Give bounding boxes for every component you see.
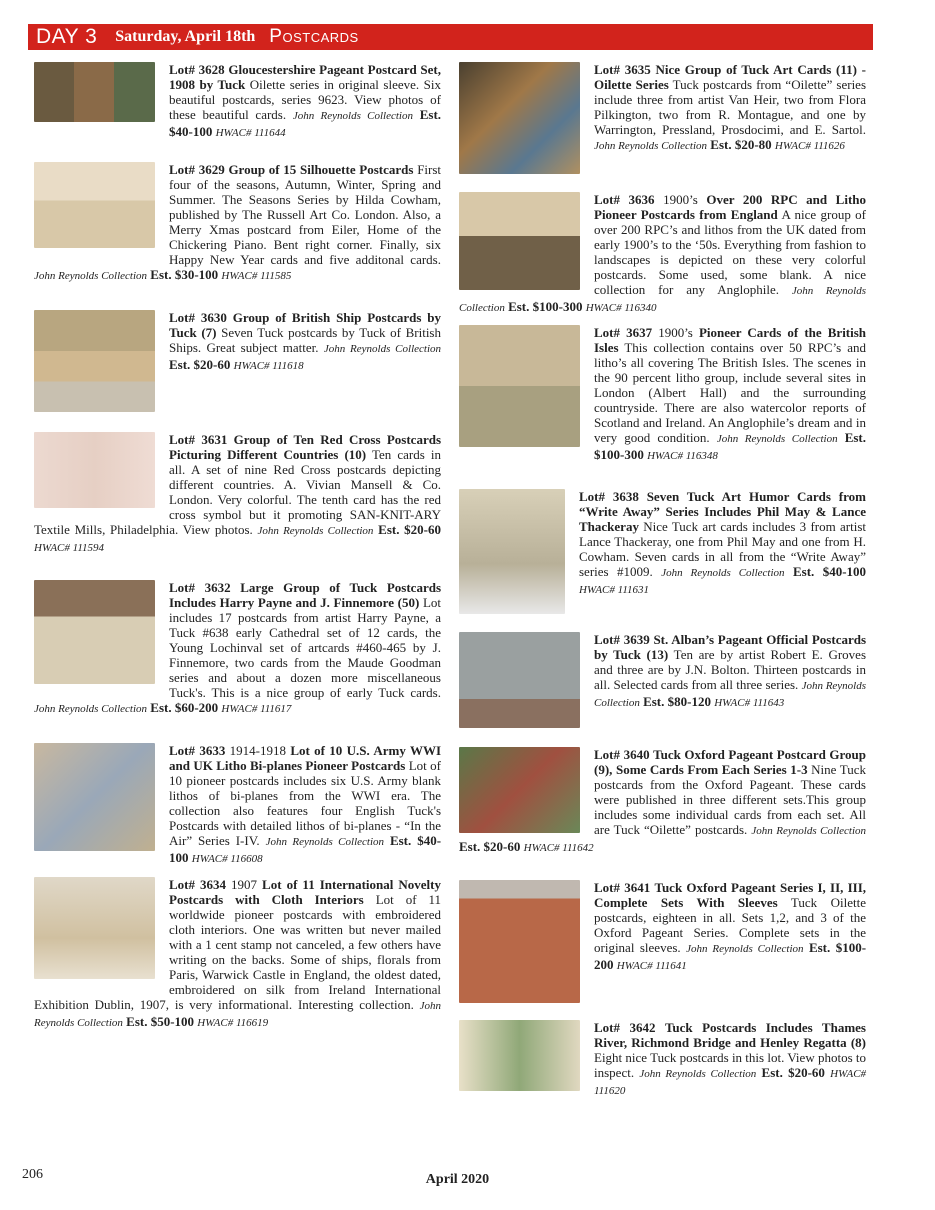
lot-number: Lot# 3632 — [169, 580, 231, 595]
lot-hwac-number: HWAC# 111631 — [579, 584, 650, 596]
lot-hwac-number: HWAC# 111620 — [594, 1068, 867, 1097]
lot-description: Oilette series in original sleeve. Six beautiful postcards, series 9623. View photos of these beautiful cards. — [169, 77, 442, 122]
lot-description: First four of the seasons, Autumn, Winter, Spring and Summer. The Seasons Series by Hilda Cowham, published by The Russell Art Co. London. Also, a Merry Xmas postcard from Eiler, Home of the Chickering Piano. Bent right corner. Finally, six Happy New Year cards and five additonal cards. — [169, 162, 442, 267]
lot-title: Group of 15 Silhouette Postcards — [228, 162, 414, 177]
lot-estimate: Est. $60-200 — [150, 700, 219, 715]
lot-entry — [34, 62, 441, 141]
lot-description: Lot of 10 pioneer postcards includes six U.S. Army blank lithos of bi-planes from the WWI era. The collection also features four English Tuck's Postcards with detailed lithos of bi-planes - “In the Air” Series I-IV. — [169, 758, 441, 848]
lot-title: Tuck Oxford Pageant Postcard Group (9), Some Cards From Each Series 1-3 — [594, 747, 866, 777]
lot-description: Seven Tuck postcards by Tuck of British Ships. Great subject matter. — [169, 325, 441, 355]
lot-description: Ten cards in all. A set of nine Red Cross postcards depicting different countries. A. Vivian Mansell & Co. London. Very colorful. The tenth card has the red cross symbol but it promoting SAN-KNIT-ARY Textile Mills, Philadelphia. View photos. — [34, 447, 441, 537]
lot-estimate: Est. $40-100 — [792, 564, 867, 579]
lot-title: Lot of 11 International Novelty Postcards with Cloth Interiors — [169, 877, 441, 907]
lot-date: 1900’s — [663, 192, 698, 207]
lot-hwac-number: HWAC# 111618 — [233, 360, 304, 372]
lot-photo[interactable] — [34, 580, 155, 684]
lot-collection: John Reynolds Collection — [594, 140, 708, 152]
page-number: 206 — [22, 1167, 43, 1182]
lot-description: Lot of 11 worldwide pioneer postcards with embroidered cloth interiors. One was written but never mailed with a 1 cent stamp not canceled, a few others have writing on the backs. Some of ships, florals from Paris, Warwick Castle in England, the oldest dated, embroidered on silk from Ireland International Exhibition Dublin, 1907, is very informational. Interesting collection. — [34, 892, 441, 1012]
lot-collection: John Reynolds Collection — [257, 525, 374, 537]
lot-hwac-number: HWAC# 111585 — [221, 270, 292, 282]
lot-title: Pioneer Cards of the British Isles — [594, 325, 867, 355]
lot-title: Group of Ten Red Cross Postcards Picturing Different Countries (10) — [169, 432, 442, 462]
lot-number: Lot# 3630 — [169, 310, 227, 325]
lot-date: 1900’s — [658, 325, 693, 340]
lot-photo[interactable] — [459, 880, 580, 1003]
lot-collection: John Reynolds Collection — [686, 943, 804, 955]
lot-photo[interactable] — [34, 743, 155, 851]
lot-title: Nice Group of Tuck Art Cards (11) - Oilette Series — [594, 62, 867, 92]
lot-number: Lot# 3635 — [594, 62, 651, 77]
lot-number: Lot# 3637 — [594, 325, 653, 340]
lot-estimate: Est. $30-100 — [150, 267, 219, 282]
lot-collection: John Reynolds Collection — [34, 703, 148, 715]
lot-description: This collection contains over 50 RPC’s and litho’s all covering The British Isles. The scenes in the 90 percent litho group, include several sites in London (Albert Hall) and the surrounding countryside. There are also watercolor reports of Scotland and Ireland. An Anglophile’s dream and in very good condition. — [594, 340, 866, 445]
lot-description: Nice Tuck art cards includes 3 from artist Lance Thackeray, one from Phil May and one from H. Cowham. Seven cards in all from the “Write Away” series #1009. — [579, 519, 866, 579]
lot-collection: John Reynolds Collection — [292, 110, 413, 122]
lot-collection: John Reynolds Collection — [459, 285, 867, 314]
lot-collection: John Reynolds Collection — [323, 343, 441, 355]
lot-photo[interactable] — [34, 62, 155, 122]
lot-title: Over 200 RPC and Litho Pioneer Postcards from England — [594, 192, 867, 222]
lot-title: Gloucestershire Pageant Postcard Set, 1908 by Tuck — [169, 62, 442, 92]
lot-entry — [459, 880, 866, 1009]
lot-number: Lot# 3642 — [594, 1020, 656, 1035]
lot-entry — [34, 432, 441, 556]
issue-date: April 2020 — [425, 1172, 490, 1187]
day-label: DAY 3 — [36, 25, 98, 48]
lot-description: Eight nice Tuck postcards in this lot. View photos to inspect. — [594, 1050, 866, 1080]
lot-estimate: Est. $80-120 — [643, 694, 711, 709]
lot-hwac-number: HWAC# 111641 — [616, 960, 687, 972]
lot-description: A nice group of over 200 RPC’s and lithos from the UK dated from early 1900’s to the ‘50s. Everything from fashion to landscapes is depicted on these very colorful postcards. Some used, some blank. A nice collection for any Anglophile. — [594, 207, 867, 297]
lot-entry — [459, 1020, 866, 1099]
lot-hwac-number: HWAC# 116619 — [197, 1017, 269, 1029]
lot-hwac-number: HWAC# 111594 — [34, 542, 105, 554]
lot-title: Tuck Postcards Includes Thames River, Richmond Bridge and Henley Regatta (8) — [594, 1020, 866, 1050]
lot-number: Lot# 3633 — [169, 743, 226, 758]
lot-number: Lot# 3628 — [169, 62, 225, 77]
section-banner — [28, 24, 873, 50]
lot-hwac-number: HWAC# 116340 — [585, 302, 657, 314]
lot-estimate: Est. $20-60 — [761, 1065, 825, 1080]
lot-description: Lot includes 17 postcards from artist Harry Payne, a Tuck #638 early Cathedral set of 12 cards, the Young Lochinval set of artcards #460-465 by J. Finnemore, two cards from the Maude Goodman series and about a dozen more miscellaneous Tuck's. This is a nice group of early Tuck cards. — [169, 595, 441, 700]
lot-collection: John Reynolds Collection — [639, 1068, 757, 1080]
lot-estimate: Est. $100-200 — [594, 940, 867, 972]
lot-collection: John Reynolds Collection — [661, 567, 785, 579]
lot-title: Group of British Ship Postcards by Tuck (7) — [169, 310, 442, 340]
lot-collection: John Reynolds Collection — [34, 1000, 441, 1029]
lot-title: St. Alban’s Pageant Official Postcards by Tuck (13) — [594, 632, 867, 662]
lot-estimate: Est. $100-300 — [508, 299, 583, 314]
lot-number: Lot# 3638 — [579, 489, 639, 504]
lot-entry — [34, 310, 441, 418]
lot-hwac-number: HWAC# 111626 — [774, 140, 845, 152]
lot-hwac-number: HWAC# 111617 — [221, 703, 292, 715]
lot-entry — [459, 325, 866, 464]
lot-estimate: Est. $40-100 — [169, 107, 442, 139]
lot-photo[interactable] — [459, 632, 580, 728]
lot-photo[interactable] — [459, 489, 565, 614]
lot-collection: John Reynolds Collection — [751, 825, 867, 837]
lot-number: Lot# 3631 — [169, 432, 228, 447]
lot-hwac-number: HWAC# 111644 — [215, 127, 286, 139]
lot-collection: John Reynolds Collection — [594, 680, 867, 709]
lot-photo[interactable] — [459, 62, 580, 174]
lot-hwac-number: HWAC# 116608 — [191, 853, 263, 865]
lot-number: Lot# 3634 — [169, 877, 227, 892]
lot-hwac-number: HWAC# 111642 — [523, 842, 594, 854]
lot-number: Lot# 3641 — [594, 880, 651, 895]
lot-estimate: Est. $20-60 — [169, 357, 231, 372]
lot-entry — [459, 192, 866, 316]
lot-entry — [34, 162, 441, 284]
date-label: Saturday, April 18th — [115, 28, 256, 45]
lot-photo[interactable] — [34, 432, 155, 508]
lot-photo[interactable] — [459, 747, 580, 833]
lot-hwac-number: HWAC# 116348 — [647, 450, 718, 462]
lot-description: Ten are by artist Robert E. Groves and three are by J.N. Bolton. Thirteen postcards in all. Selected cards from all three series. — [594, 647, 866, 692]
lot-photo[interactable] — [34, 877, 155, 979]
lot-number: Lot# 3629 — [169, 162, 225, 177]
section-title: Postcards — [269, 26, 359, 47]
lot-photo[interactable] — [459, 1020, 580, 1091]
lot-entry — [459, 489, 866, 620]
lot-entry — [459, 632, 866, 734]
lot-description: Nine Tuck postcards from the Oxford Pageant. These cards were published in three different sets.This group includes some individual cards from each set. All are Tuck “Oilette” postcards. — [594, 762, 866, 837]
lot-date: 1914-1918 — [229, 743, 286, 758]
lot-entry — [459, 747, 866, 856]
lot-title: Seven Tuck Art Humor Cards from “Write Away” Series Includes Phil May & Lance Thackeray — [579, 489, 866, 534]
lot-entry — [34, 580, 441, 717]
lot-estimate: Est. $50-100 — [126, 1014, 195, 1029]
lot-photo[interactable] — [459, 325, 580, 447]
lot-estimate: Est. $100-300 — [594, 430, 867, 462]
lot-number: Lot# 3639 — [594, 632, 650, 647]
lot-estimate: Est. $40-100 — [169, 833, 442, 865]
lot-title: Tuck Oxford Pageant Series I, II, III, Complete Sets With Sleeves — [594, 880, 867, 910]
lot-estimate: Est. $20-60 — [378, 522, 442, 537]
lot-description: Tuck postcards from “Oilette” series include three from artist Van Heir, two from Flora Pilkington, two from R. Montague, and one by Warrington, Pressland, Prosdocimi, and E. Sartol. — [594, 77, 867, 137]
lot-estimate: Est. $20-80 — [710, 137, 772, 152]
lot-estimate: Est. $20-60 — [459, 839, 521, 854]
lot-number: Lot# 3640 — [594, 747, 650, 762]
lot-entry — [34, 877, 441, 1031]
lot-collection: John Reynolds Collection — [34, 270, 148, 282]
lot-title: Large Group of Tuck Postcards Includes Harry Payne and J. Finnemore (50) — [169, 580, 442, 610]
lot-hwac-number: HWAC# 111643 — [714, 697, 785, 709]
lot-entry — [34, 743, 441, 867]
lot-title: Lot of 10 U.S. Army WWI and UK Litho Bi-planes Pioneer Postcards — [169, 743, 442, 773]
lot-photo[interactable] — [34, 162, 155, 248]
lot-photo[interactable] — [34, 310, 155, 412]
lot-collection: John Reynolds Collection — [716, 433, 838, 445]
lot-number: Lot# 3636 — [594, 192, 655, 207]
lot-collection: John Reynolds Collection — [265, 836, 385, 848]
lot-photo[interactable] — [459, 192, 580, 290]
lot-description: Tuck Oilette postcards, eighteen in all. Sets 1,2, and 3 of the Oxford Pageant Series. Complete sets in the original sleeves. — [594, 895, 867, 955]
lot-entry — [459, 62, 866, 180]
lot-date: 1907 — [231, 877, 258, 892]
